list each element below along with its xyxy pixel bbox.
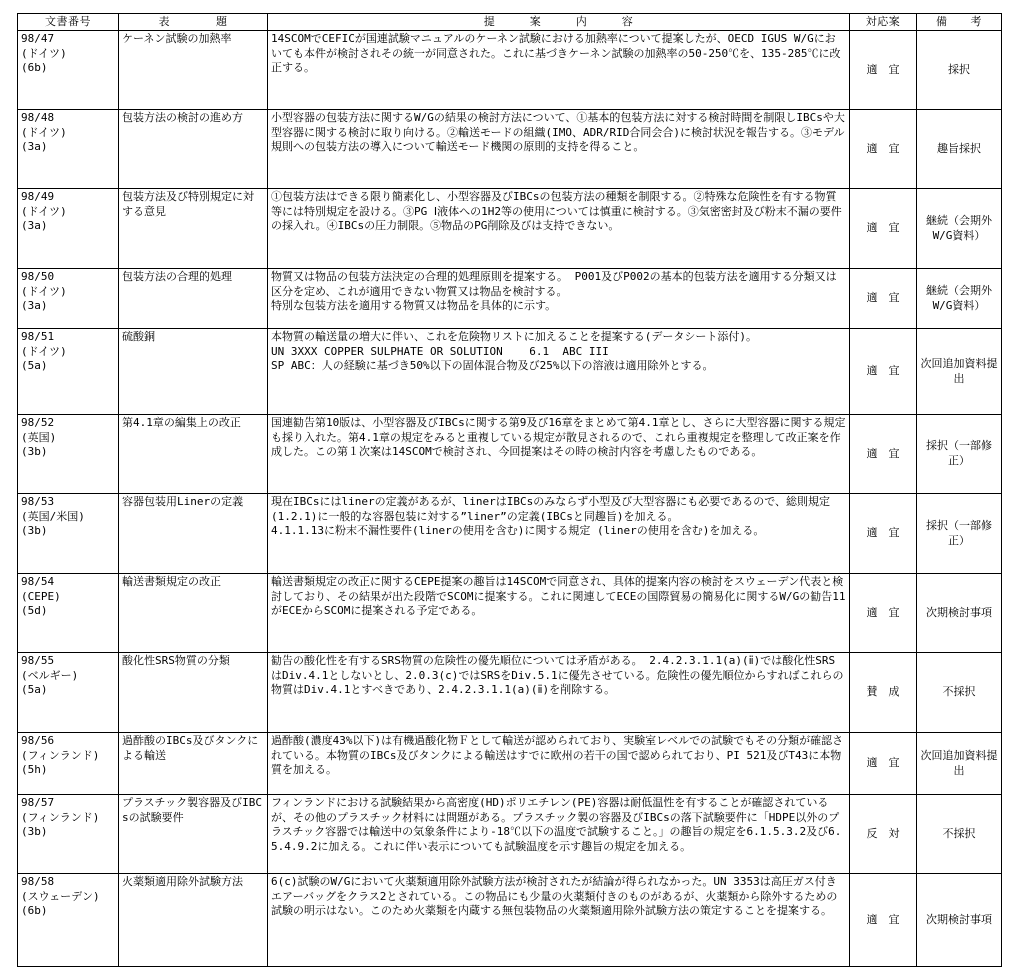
row-title: 酸化性SRS物質の分類 [119,653,268,733]
doc-number: 98/51 (ドイツ) (5a) [18,329,119,415]
row-title: 硫酸銅 [119,329,268,415]
response-value: 適 宜 [850,31,917,110]
doc-number: 98/48 (ドイツ) (3a) [18,110,119,189]
proposal-text: 現在IBCsにはlinerの定義があるが、linerはIBCsのみならず小型及び大型容器にも必要であるので、総則規定 (1.2.1)に一般的な容器包装に対する”liner”の定義(IBCsと同趣旨)を加える。 4.1.1.13に粉末不漏性要件(linerの使用を含む)に関する規定 (linerの使用を含む)を加える。 [268,494,850,574]
doc-number: 98/56 (フィンランド) (5h) [18,733,119,795]
note-value: 採択 [917,31,1002,110]
header-doc-no: 文書番号 [18,14,119,31]
doc-number: 98/50 (ドイツ) (3a) [18,269,119,329]
doc-number: 98/52 (英国) (3b) [18,415,119,494]
header-note: 備 考 [917,14,1002,31]
response-value: 賛 成 [850,653,917,733]
response-value: 適 宜 [850,733,917,795]
table-row [18,574,1002,653]
doc-number: 98/55 (ベルギー) (5a) [18,653,119,733]
proposal-text: 過酢酸(濃度43%以下)は有機過酸化物Ｆとして輸送が認められており、実験室レベルでの試験でもその分類が確認されている。本物質のIBCs及びタンクによる輸送はすでに欧州の若干の国で認められており、PI 521及びT43に本物質を加える。 [268,733,850,795]
doc-number: 98/49 (ドイツ) (3a) [18,189,119,269]
table-row [18,653,1002,733]
row-title: 過酢酸のIBCs及びタンクによる輸送 [119,733,268,795]
proposal-text: 本物質の輸送量の増大に伴い、これを危険物リストに加えることを提案する(データシート添付)。 UN 3XXX COPPER SULPHATE OR SOLUTION 6.1 ABC III SP ABC：人の経験に基づき50%以下の固体混合物及び25%以下の溶液は適用除外とする。 [268,329,850,415]
doc-number: 98/58 (スウェーデン) (6b) [18,874,119,967]
row-title: 包装方法の合理的処理 [119,269,268,329]
header-proposal: 提 案 内 容 [268,14,850,31]
response-value: 適 宜 [850,269,917,329]
note-value: 不採択 [917,795,1002,874]
proposal-text: 国連勧告第10版は、小型容器及びIBCsに関する第9及び16章をまとめて第4.1章とし、さらに大型容器に関する規定も採り入れた。第4.1章の規定をみると重複している規定が散見されるので、これら重複規定を整理して改正案を作成した。この第１次案は14SCOMで検討され、今回提案はその時の検討内容を考慮したものである。 [268,415,850,494]
table-row [18,415,1002,494]
note-value: 継続（会期外W/G資料） [917,189,1002,269]
response-value: 適 宜 [850,874,917,967]
proposal-text: フィンランドにおける試験結果から高密度(HD)ポリエチレン(PE)容器は耐低温性を有することが確認されているが、その他のプラスチック材料には問題がある。プラスチック製の容器及びIBCsの落下試験要件に「HDPE以外のプラスチック容器では輸送中の気象条件により-18℃以下の温度で試験すること。」の趣旨の規定を6.1.5.3.2及び6.5.4.9.2に加える。これに伴い表示についても試験温度を示す趣旨の規定を加える。 [268,795,850,874]
note-value: 次回追加資料提出 [917,329,1002,415]
note-value: 趣旨採択 [917,110,1002,189]
table-row [18,110,1002,189]
proposal-text: 6(c)試験のW/Gにおいて火薬類適用除外試験方法が検討されたが結論が得られなかった。UN 3353は高圧ガス付きエアーバッグをクラス2とされている。この物品にも少量の火薬類付きのものがあるが、火薬類から除外するための試験の明示はない。このため火薬類を内蔵する無包装物品の火薬類適用除外試験方法の策定することを提案する。 [268,874,850,967]
doc-number: 98/53 (英国/米国) (3b) [18,494,119,574]
response-value: 適 宜 [850,415,917,494]
row-title: 輸送書類規定の改正 [119,574,268,653]
header-response: 対応案 [850,14,917,31]
table-row [18,269,1002,329]
table-row [18,189,1002,269]
note-value: 次期検討事項 [917,874,1002,967]
doc-number: 98/54 (CEPE) (5d) [18,574,119,653]
response-value: 適 宜 [850,329,917,415]
note-value: 不採択 [917,653,1002,733]
proposal-text: 小型容器の包装方法に関するW/Gの結果の検討方法について、①基本的包装方法に対する検討時間を制限しIBCsや大型容器に関する検討に取り向ける。②輸送モードの組織(IMO、ADR/RID合同会合)に検討状況を報告する。③モデル規則への包装方法の導入について輸送モード機関の原則的支持を得ること。 [268,110,850,189]
table-row [18,874,1002,967]
row-title: ケーネン試験の加熱率 [119,31,268,110]
proposal-text: 物質又は物品の包装方法決定の合理的処理原則を提案する。 P001及びP002の基本的包装方法を適用する分類又は区分を定め、これが適用できない物質又は物品を検討する。 特別な包装方法を適用する物質又は物品を具体的に示す。 [268,269,850,329]
table-row [18,494,1002,574]
row-title: 容器包装用Linerの定義 [119,494,268,574]
header-title: 表 題 [119,14,268,31]
note-value: 継続（会期外W/G資料） [917,269,1002,329]
note-value: 採択（一部修正） [917,494,1002,574]
proposal-text: ①包装方法はできる限り簡素化し、小型容器及びIBCsの包装方法の種類を制限する。②特殊な危険性を有する物質等には特別規定を設ける。③PG Ⅰ液体への1H2等の使用については慎重に検討する。③気密密封及び粉末不漏の要件の採入れ。④IBCsの圧力制限。⑤物品のPG削除及びは支持できない。 [268,189,850,269]
note-value: 採択（一部修正） [917,415,1002,494]
proposal-text: 14SCOMでCEFICが国連試験マニュアルのケーネン試験における加熱率について提案したが、OECD IGUS W/Gにおいても本件が検討されその統一が同意された。これに基づきケーネン試験の加熱率の50-250℃を、135-285℃に改正する。 [268,31,850,110]
doc-number: 98/47 (ドイツ) (6b) [18,31,119,110]
table-row [18,733,1002,795]
proposals-table [17,13,1002,967]
table-row [18,795,1002,874]
note-value: 次回追加資料提出 [917,733,1002,795]
table-row [18,31,1002,110]
note-value: 次期検討事項 [917,574,1002,653]
response-value: 適 宜 [850,110,917,189]
doc-number: 98/57 (フィンランド) (3b) [18,795,119,874]
row-title: プラスチック製容器及びIBCsの試験要件 [119,795,268,874]
row-title: 第4.1章の編集上の改正 [119,415,268,494]
row-title: 火薬類適用除外試験方法 [119,874,268,967]
row-title: 包装方法の検討の進め方 [119,110,268,189]
response-value: 適 宜 [850,574,917,653]
proposal-text: 勧告の酸化性を有するSRS物質の危険性の優先順位については矛盾がある。 2.4.2.3.1.1(a)(ⅱ)では酸化性SRSはDiv.4.1としないとし、2.0.3(c)ではSRSをDiv.5.1に優先させている。危険性の優先順位からすればこれらの物質はDiv.4.1とすべきであり、2.4.2.3.1.1(a)(ⅱ)を削除する。 [268,653,850,733]
row-title: 包装方法及び特別規定に対する意見 [119,189,268,269]
response-value: 適 宜 [850,494,917,574]
response-value: 反 対 [850,795,917,874]
table-row [18,329,1002,415]
proposal-text: 輸送書類規定の改正に関するCEPE提案の趣旨は14SCOMで同意され、具体的提案内容の検討をスウェーデン代表と検討しており、その結果が出た段階でSCOMに提案する。これに関連してECEの国際貿易の簡易化に関するW/Gの勧告11がECEからSCOMに提案される予定である。 [268,574,850,653]
response-value: 適 宜 [850,189,917,269]
header-row [18,14,1002,31]
